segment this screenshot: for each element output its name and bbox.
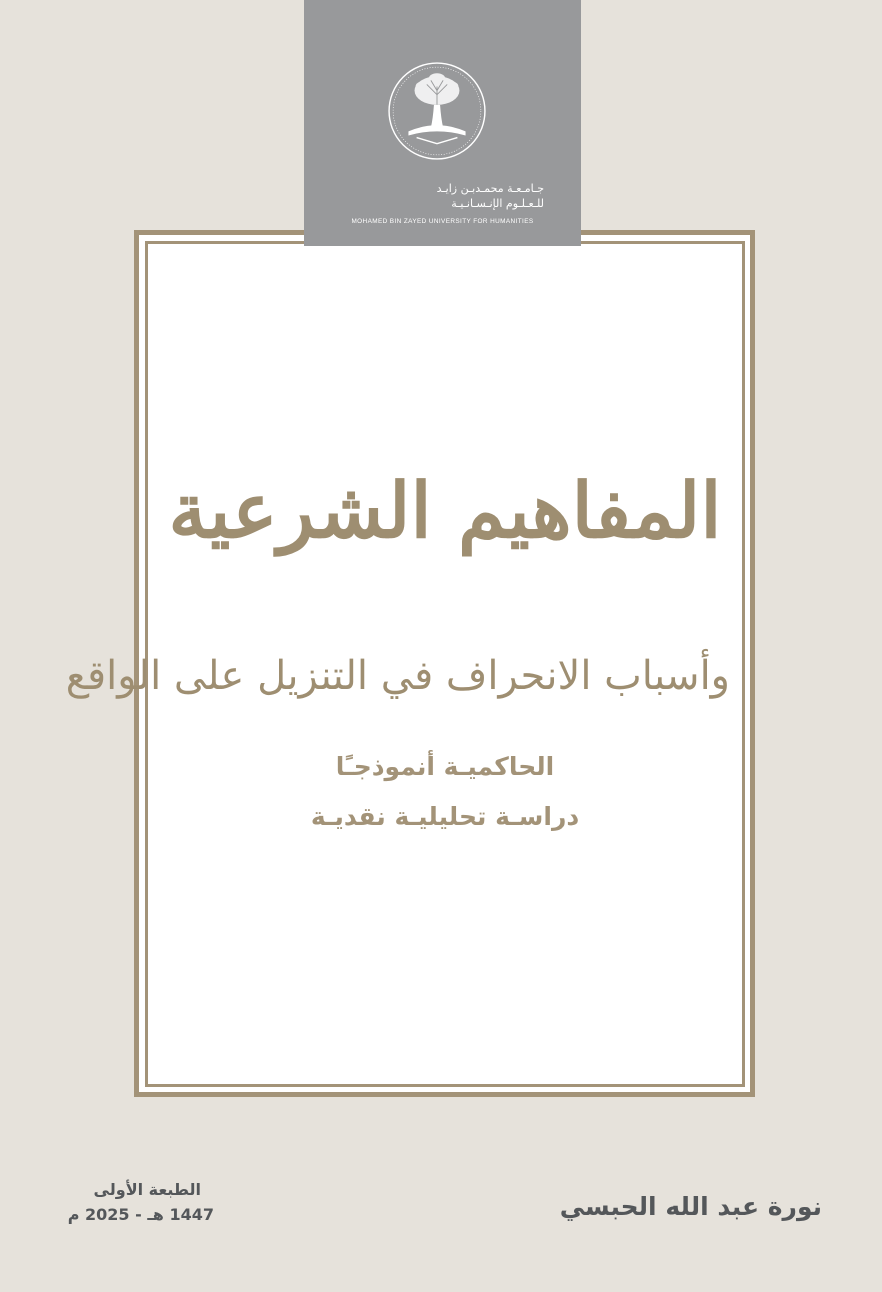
edition-label: الطبعة الأولى <box>93 1180 201 1199</box>
university-name-ar-line2: للـعـلـوم الإنـسـانـيـة <box>451 197 544 210</box>
university-name-en: MOHAMED BIN ZAYED UNIVERSITY FOR HUMANITIES <box>351 218 534 225</box>
book-subtitle-model: الحاكميـة أنموذجـًا <box>335 752 555 781</box>
university-name-ar-line1: جـامـعـة محمـدبـن زايـد <box>436 182 544 195</box>
book-subtitle: وأسباب الانحراف في التنزيل على الواقع <box>65 653 730 699</box>
edition-year: 1447 هـ - 2025 م <box>67 1205 214 1224</box>
tree-emblem-icon <box>386 60 488 162</box>
book-title: المفاهيم الشرعية <box>168 466 722 555</box>
author-name: نورة عبد الله الحبسي <box>559 1192 822 1221</box>
book-subtitle-study: دراسـة تحليليـة نقديـة <box>310 802 580 831</box>
